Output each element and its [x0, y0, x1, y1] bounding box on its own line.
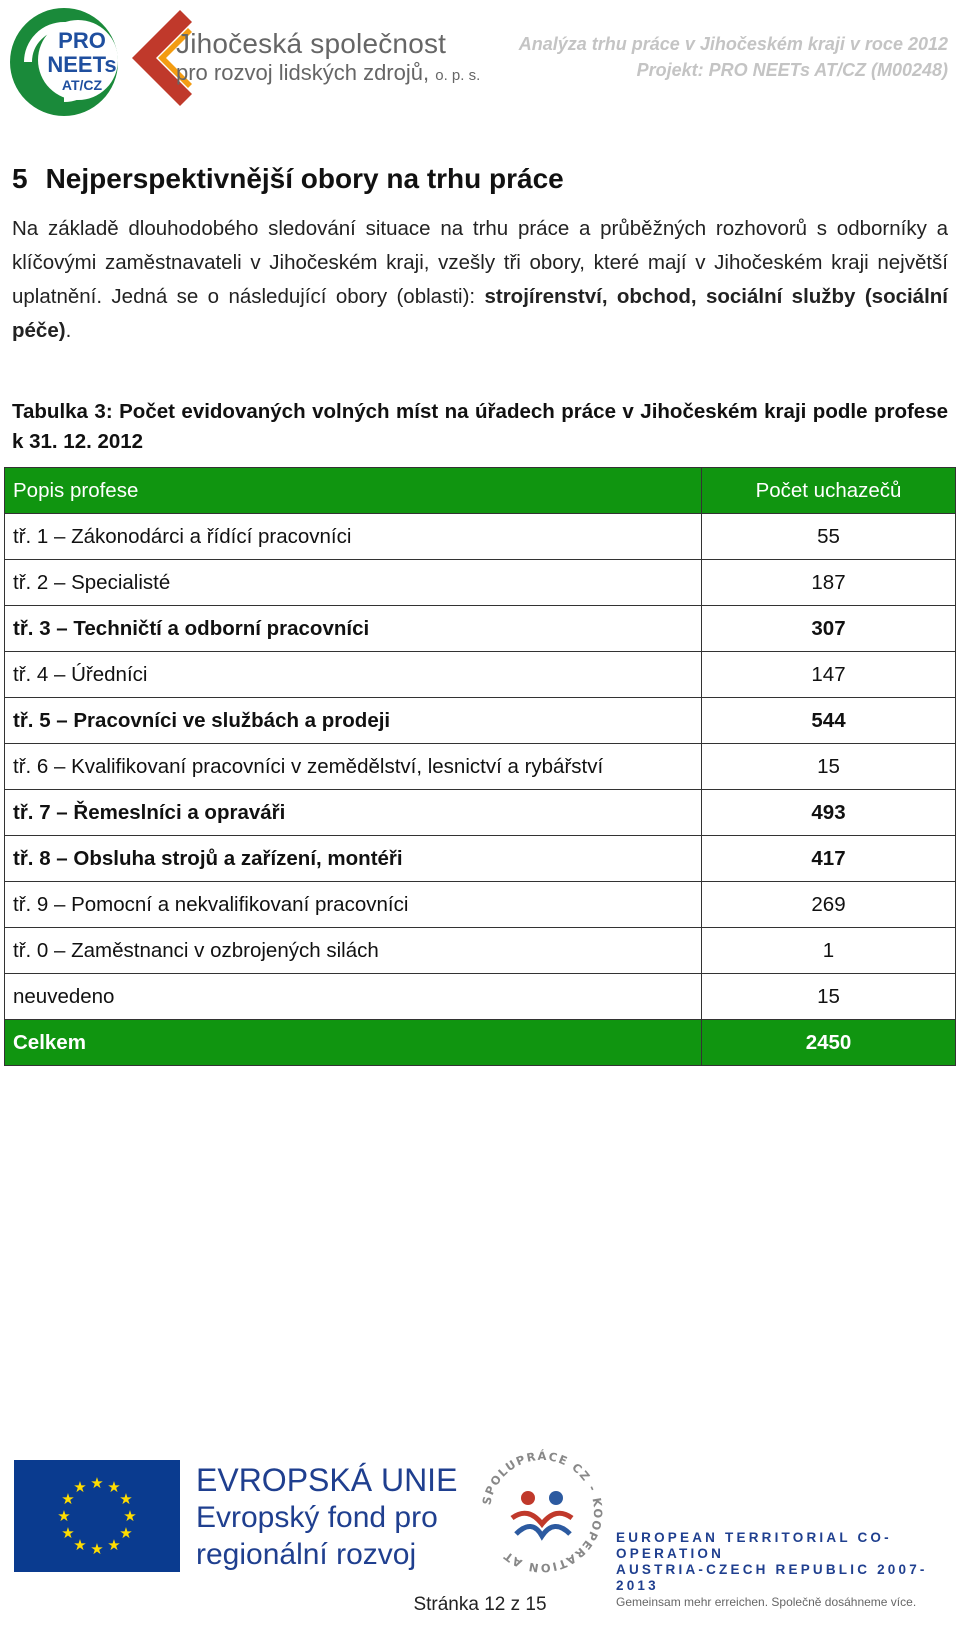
row-value: 307	[702, 606, 956, 652]
row-value: 544	[702, 698, 956, 744]
eu-line-2: Evropský fond pro	[196, 1501, 438, 1534]
etc-line-2: AUSTRIA-CZECH REPUBLIC 2007-2013	[616, 1562, 928, 1593]
vacancies-table	[4, 467, 956, 1066]
row-label: tř. 3 – Techničtí a odborní pracovníci	[5, 606, 702, 652]
section-number: 5	[12, 163, 28, 194]
row-value: 187	[702, 560, 956, 606]
row-label: tř. 1 – Zákonodárci a řídící pracovníci	[5, 514, 702, 560]
row-value: 269	[702, 882, 956, 928]
svg-text:SPOLUPRÁCE CZ - KOOPERATION AT	[479, 1448, 605, 1575]
org-name: Jihočeská společnost	[176, 28, 447, 59]
pro-neets-logo	[8, 6, 120, 118]
eu-flag-icon	[14, 1460, 180, 1572]
row-label: tř. 5 – Pracovníci ve službách a prodeji	[5, 698, 702, 744]
intro-paragraph	[12, 212, 948, 348]
svg-text:★: ★	[123, 1507, 137, 1525]
svg-text:★: ★	[73, 1478, 87, 1496]
table-header-row	[5, 468, 956, 514]
table-row	[5, 698, 956, 744]
svg-text:★: ★	[61, 1524, 75, 1542]
row-value: 55	[702, 514, 956, 560]
row-label: tř. 6 – Kvalifikovaní pracovníci v zemědělství, lesnictví a rybářství	[5, 744, 702, 790]
svg-text:★: ★	[61, 1490, 75, 1508]
table-row	[5, 514, 956, 560]
logo-text-pro: PRO	[58, 28, 106, 53]
svg-text:★: ★	[57, 1507, 71, 1525]
table-row	[5, 744, 956, 790]
header-count: Počet uchazečů	[702, 468, 956, 514]
row-value: 147	[702, 652, 956, 698]
row-value: 417	[702, 836, 956, 882]
logo-text-atcz: AT/CZ	[61, 77, 103, 93]
page-number: Stránka 12 z 15	[413, 1594, 547, 1615]
row-label: tř. 2 – Specialisté	[5, 560, 702, 606]
total-label: Celkem	[5, 1020, 702, 1066]
intro-bold-fields: strojírenství, obchod, sociální služby (sociální péče)	[12, 285, 948, 342]
org-subtitle-main: pro rozvoj lidských zdrojů,	[176, 60, 430, 85]
row-value: 1	[702, 928, 956, 974]
table-row	[5, 560, 956, 606]
row-value: 493	[702, 790, 956, 836]
table-row	[5, 882, 956, 928]
eu-line-1: EVROPSKÁ UNIE	[196, 1462, 458, 1498]
table-row	[5, 836, 956, 882]
svg-text:★: ★	[107, 1478, 121, 1496]
etc-line-3: Gemeinsam mehr erreichen. Společně dosáhneme více.	[616, 1595, 917, 1609]
intro-text: Na základě dlouhodobého sledování situace na trhu práce a průběžných rozhovorů s odborníky a klíčovými zaměstnavateli v Jihočeském kraji, vzešly tři obory, které mají v Jihočeském kraji největší uplatnění. Jedná se o následující obory (oblasti):	[12, 217, 948, 308]
table-row	[5, 974, 956, 1020]
row-label: tř. 7 – Řemeslníci a opraváři	[5, 790, 702, 836]
org-subtitle-small: o. p. s.	[435, 67, 481, 84]
table-row	[5, 790, 956, 836]
intro-end: .	[65, 319, 72, 342]
svg-text:★: ★	[119, 1490, 133, 1508]
row-label: tř. 4 – Úředníci	[5, 652, 702, 698]
project-code: Projekt: PRO NEETs AT/CZ (M00248)	[636, 60, 948, 80]
section-heading	[12, 163, 564, 195]
logo-text-neets: NEETs	[47, 52, 117, 77]
total-value: 2450	[702, 1020, 956, 1066]
row-value: 15	[702, 974, 956, 1020]
coop-ring-text: SPOLUPRÁCE CZ - KOOPERATION AT	[479, 1448, 606, 1576]
svg-text:★: ★	[90, 1540, 104, 1558]
svg-text:★: ★	[107, 1536, 121, 1554]
row-value: 15	[702, 744, 956, 790]
page-header	[0, 0, 960, 130]
svg-text:★: ★	[90, 1474, 104, 1492]
row-label: tř. 0 – Zaměstnanci v ozbrojených silách	[5, 928, 702, 974]
section-title: Nejperspektivnější obory na trhu práce	[45, 163, 564, 194]
header-profession: Popis profese	[5, 468, 702, 514]
table-total-row	[5, 1020, 956, 1066]
project-title: Analýza trhu práce v Jihočeském kraji v roce 2012	[518, 34, 948, 54]
org-subtitle	[176, 60, 480, 86]
table-row	[5, 606, 956, 652]
eu-line-3: regionální rozvoj	[196, 1538, 417, 1571]
cz-at-cooperation-logo	[476, 1446, 608, 1578]
svg-text:★: ★	[73, 1536, 87, 1554]
row-label: tř. 8 – Obsluha strojů a zařízení, montéři	[5, 836, 702, 882]
row-label: neuvedeno	[5, 974, 702, 1020]
table-row	[5, 928, 956, 974]
row-label: tř. 9 – Pomocní a nekvalifikovaní pracovníci	[5, 882, 702, 928]
etc-line-1: EUROPEAN TERRITORIAL CO-OPERATION	[616, 1530, 892, 1561]
svg-text:★: ★	[119, 1524, 133, 1542]
table-row	[5, 652, 956, 698]
eu-fund-text	[196, 1462, 457, 1573]
table-caption: Tabulka 3: Počet evidovaných volných míst na úřadech práce v Jihočeském kraji podle profese k 31. 12. 2012	[12, 400, 948, 453]
